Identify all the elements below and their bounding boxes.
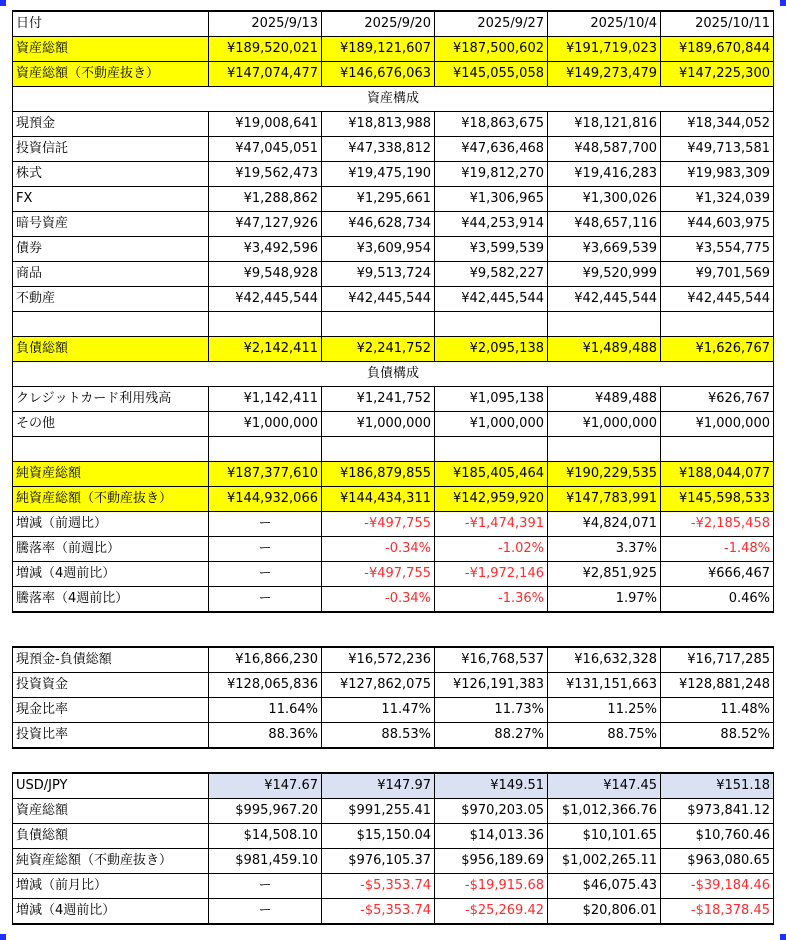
row-label-cell[interactable]: 投資資金	[13, 673, 209, 698]
row-label-cell[interactable]: 投資比率	[13, 723, 209, 749]
row-label-cell[interactable]: 騰落率（4週前比）	[13, 587, 209, 613]
value-cell[interactable]: ー	[209, 537, 322, 562]
value-cell[interactable]: ¥3,609,954	[322, 237, 435, 262]
value-cell[interactable]: ¥147,225,300	[661, 62, 774, 87]
value-cell[interactable]: ー	[209, 587, 322, 613]
value-cell[interactable]: ¥187,377,610	[209, 462, 322, 487]
value-cell[interactable]: ¥1,000,000	[209, 412, 322, 437]
value-cell[interactable]: ¥147,783,991	[548, 487, 661, 512]
data-row	[13, 412, 774, 437]
value-cell[interactable]: -1.36%	[435, 587, 548, 613]
value-cell[interactable]: $991,255.41	[322, 799, 435, 824]
data-row	[13, 673, 774, 698]
value-cell[interactable]: ¥3,599,539	[435, 237, 548, 262]
value-cell[interactable]: ¥42,445,544	[322, 287, 435, 312]
value-cell[interactable]: ¥149,273,479	[548, 62, 661, 87]
asset-summary-table	[12, 10, 774, 613]
value-cell[interactable]: ¥42,445,544	[209, 287, 322, 312]
value-cell[interactable]: ¥2,851,925	[548, 562, 661, 587]
row-label-cell[interactable]: FX	[13, 187, 209, 212]
value-cell[interactable]: ー	[209, 874, 322, 899]
value-cell[interactable]: 11.47%	[322, 698, 435, 723]
value-cell[interactable]: 11.73%	[435, 698, 548, 723]
value-cell[interactable]: ¥16,768,537	[435, 647, 548, 673]
value-cell[interactable]: ¥147,074,477	[209, 62, 322, 87]
value-cell[interactable]: ¥18,344,052	[661, 112, 774, 137]
data-row	[13, 112, 774, 137]
date-header-cell[interactable]: 2025/9/27	[435, 11, 548, 37]
data-row	[13, 899, 774, 925]
value-cell[interactable]: 88.52%	[661, 723, 774, 749]
data-row	[13, 187, 774, 212]
row-label-cell[interactable]: 資産総額	[13, 799, 209, 824]
row-label-cell[interactable]: 純資産総額（不動産抜き）	[13, 849, 209, 874]
row-label-cell[interactable]: 増減（4週前比）	[13, 899, 209, 925]
value-cell[interactable]: -¥2,185,458	[661, 512, 774, 537]
data-row	[13, 723, 774, 749]
value-cell[interactable]: ¥1,000,000	[435, 412, 548, 437]
data-row	[13, 512, 774, 537]
value-cell[interactable]: -¥497,755	[322, 562, 435, 587]
value-cell[interactable]: ¥3,669,539	[548, 237, 661, 262]
value-cell[interactable]: ¥4,824,071	[548, 512, 661, 537]
value-cell[interactable]: ¥1,000,000	[548, 412, 661, 437]
row-label-cell[interactable]: 不動産	[13, 287, 209, 312]
value-cell[interactable]: ¥44,253,914	[435, 212, 548, 237]
value-cell[interactable]: ¥142,959,920	[435, 487, 548, 512]
value-cell[interactable]: ¥185,405,464	[435, 462, 548, 487]
value-cell[interactable]: -1.02%	[435, 537, 548, 562]
row-label-cell[interactable]: 商品	[13, 262, 209, 287]
value-cell[interactable]: ¥189,121,607	[322, 37, 435, 62]
value-cell[interactable]: ¥42,445,544	[548, 287, 661, 312]
value-cell[interactable]: 88.27%	[435, 723, 548, 749]
value-cell[interactable]: ¥128,065,836	[209, 673, 322, 698]
value-cell[interactable]: ¥145,598,533	[661, 487, 774, 512]
data-row	[13, 537, 774, 562]
value-cell[interactable]: $10,760.46	[661, 824, 774, 849]
empty-cell[interactable]	[209, 437, 322, 462]
value-cell[interactable]: 88.53%	[322, 723, 435, 749]
value-cell[interactable]: 88.75%	[548, 723, 661, 749]
value-cell[interactable]: ¥19,475,190	[322, 162, 435, 187]
value-cell[interactable]: 1.97%	[548, 587, 661, 613]
row-label-cell[interactable]: 暗号資産	[13, 212, 209, 237]
header-label-cell[interactable]: 日付	[13, 11, 209, 37]
value-cell[interactable]: -$39,184.46	[661, 874, 774, 899]
value-cell[interactable]: -0.34%	[322, 537, 435, 562]
value-cell[interactable]: ¥9,513,724	[322, 262, 435, 287]
row-label-cell[interactable]: 騰落率（前週比）	[13, 537, 209, 562]
data-row	[13, 487, 774, 512]
value-cell[interactable]: ¥1,095,138	[435, 387, 548, 412]
date-header-cell[interactable]: 2025/10/11	[661, 11, 774, 37]
row-label-cell[interactable]: 負債総額	[13, 337, 209, 362]
empty-cell[interactable]	[435, 312, 548, 337]
value-cell[interactable]: -1.48%	[661, 537, 774, 562]
row-label-cell[interactable]: 増減（前週比）	[13, 512, 209, 537]
value-cell[interactable]: ¥186,879,855	[322, 462, 435, 487]
value-cell[interactable]: ¥1,324,039	[661, 187, 774, 212]
value-cell[interactable]: ¥144,932,066	[209, 487, 322, 512]
section-header-row	[13, 87, 774, 112]
row-label-cell[interactable]: 増減（前月比）	[13, 874, 209, 899]
value-cell[interactable]: ¥9,548,928	[209, 262, 322, 287]
data-row	[13, 587, 774, 613]
selection-handle-bottom-left[interactable]	[0, 934, 6, 940]
data-row	[13, 562, 774, 587]
section-title[interactable]: 資産構成	[13, 87, 774, 112]
row-label-cell[interactable]: その他	[13, 412, 209, 437]
row-label-cell[interactable]: 株式	[13, 162, 209, 187]
empty-cell[interactable]	[322, 437, 435, 462]
data-row	[13, 137, 774, 162]
value-cell[interactable]: 88.36%	[209, 723, 322, 749]
value-cell[interactable]: ¥42,445,544	[435, 287, 548, 312]
value-cell[interactable]: ¥46,628,734	[322, 212, 435, 237]
value-cell[interactable]: 0.46%	[661, 587, 774, 613]
usd-conversion-table	[12, 772, 774, 925]
value-cell[interactable]: ¥1,306,965	[435, 187, 548, 212]
value-cell[interactable]: $956,189.69	[435, 849, 548, 874]
value-cell[interactable]: ¥626,767	[661, 387, 774, 412]
value-cell[interactable]: ¥126,191,383	[435, 673, 548, 698]
value-cell[interactable]: $976,105.37	[322, 849, 435, 874]
value-cell[interactable]: ー	[209, 899, 322, 925]
value-cell[interactable]: ー	[209, 562, 322, 587]
value-cell[interactable]: ¥2,142,411	[209, 337, 322, 362]
value-cell[interactable]: ¥1,626,767	[661, 337, 774, 362]
value-cell[interactable]: ¥1,241,752	[322, 387, 435, 412]
value-cell[interactable]: ¥3,554,775	[661, 237, 774, 262]
blank-row	[13, 437, 774, 462]
value-cell[interactable]: 11.25%	[548, 698, 661, 723]
value-cell[interactable]: ¥149.51	[435, 773, 548, 799]
value-cell[interactable]: ¥1,489,488	[548, 337, 661, 362]
value-cell[interactable]: -$19,915.68	[435, 874, 548, 899]
row-label-cell[interactable]: 資産総額（不動産抜き）	[13, 62, 209, 87]
value-cell[interactable]: ¥1,142,411	[209, 387, 322, 412]
value-cell[interactable]: ¥3,492,596	[209, 237, 322, 262]
empty-cell[interactable]	[13, 312, 209, 337]
value-cell[interactable]: ¥189,520,021	[209, 37, 322, 62]
value-cell[interactable]: ¥189,670,844	[661, 37, 774, 62]
value-cell[interactable]: ¥1,000,000	[322, 412, 435, 437]
data-row	[13, 387, 774, 412]
value-cell[interactable]: ¥146,676,063	[322, 62, 435, 87]
row-label-cell[interactable]: 純資産総額	[13, 462, 209, 487]
value-cell[interactable]: ¥1,295,661	[322, 187, 435, 212]
data-row	[13, 337, 774, 362]
value-cell[interactable]: ¥147.45	[548, 773, 661, 799]
value-cell[interactable]: ¥1,000,000	[661, 412, 774, 437]
empty-cell[interactable]	[548, 312, 661, 337]
value-cell[interactable]: ¥187,500,602	[435, 37, 548, 62]
value-cell[interactable]: 3.37%	[548, 537, 661, 562]
value-cell[interactable]: ¥19,008,641	[209, 112, 322, 137]
value-cell[interactable]: ¥16,717,285	[661, 647, 774, 673]
value-cell[interactable]: 11.64%	[209, 698, 322, 723]
value-cell[interactable]: $970,203.05	[435, 799, 548, 824]
empty-cell[interactable]	[548, 437, 661, 462]
value-cell[interactable]: -0.34%	[322, 587, 435, 613]
value-cell[interactable]: ¥9,701,569	[661, 262, 774, 287]
row-label-cell[interactable]: USD/JPY	[13, 773, 209, 799]
value-cell[interactable]: ¥9,520,999	[548, 262, 661, 287]
value-cell[interactable]: ¥151.18	[661, 773, 774, 799]
value-cell[interactable]: ¥190,229,535	[548, 462, 661, 487]
row-label-cell[interactable]: 債券	[13, 237, 209, 262]
value-cell[interactable]: ー	[209, 512, 322, 537]
value-cell[interactable]: ¥18,863,675	[435, 112, 548, 137]
value-cell[interactable]: ¥145,055,058	[435, 62, 548, 87]
empty-cell[interactable]	[322, 312, 435, 337]
data-row	[13, 237, 774, 262]
value-cell[interactable]: -$5,353.74	[322, 899, 435, 925]
row-label-cell[interactable]: クレジットカード利用残高	[13, 387, 209, 412]
data-row	[13, 212, 774, 237]
data-row	[13, 462, 774, 487]
date-header-cell[interactable]: 2025/9/13	[209, 11, 322, 37]
data-row	[13, 647, 774, 673]
value-cell[interactable]: ¥16,632,328	[548, 647, 661, 673]
row-label-cell[interactable]: 投資信託	[13, 137, 209, 162]
selection-handle-bottom-right[interactable]	[780, 934, 786, 940]
value-cell[interactable]: ¥44,603,975	[661, 212, 774, 237]
date-header-cell[interactable]: 2025/9/20	[322, 11, 435, 37]
value-cell[interactable]: $963,080.65	[661, 849, 774, 874]
data-row	[13, 162, 774, 187]
value-cell[interactable]: ¥19,983,309	[661, 162, 774, 187]
data-row	[13, 262, 774, 287]
value-cell[interactable]: $14,013.36	[435, 824, 548, 849]
selection-handle-top-left[interactable]	[0, 0, 6, 6]
value-cell[interactable]: ¥48,587,700	[548, 137, 661, 162]
value-cell[interactable]: $1,002,265.11	[548, 849, 661, 874]
header-row	[13, 11, 774, 37]
value-cell[interactable]: ¥16,866,230	[209, 647, 322, 673]
value-cell[interactable]: ¥147.67	[209, 773, 322, 799]
value-cell[interactable]: ¥19,416,283	[548, 162, 661, 187]
value-cell[interactable]: $15,150.04	[322, 824, 435, 849]
date-header-cell[interactable]: 2025/10/4	[548, 11, 661, 37]
section-title[interactable]: 負債構成	[13, 362, 774, 387]
value-cell[interactable]: $995,967.20	[209, 799, 322, 824]
value-cell[interactable]: ¥42,445,544	[661, 287, 774, 312]
value-cell[interactable]: $973,841.12	[661, 799, 774, 824]
value-cell[interactable]: ¥2,095,138	[435, 337, 548, 362]
value-cell[interactable]: -¥1,474,391	[435, 512, 548, 537]
selection-handle-top-right[interactable]	[780, 0, 786, 6]
value-cell[interactable]: ¥489,488	[548, 387, 661, 412]
empty-cell[interactable]	[661, 437, 774, 462]
value-cell[interactable]: ¥9,582,227	[435, 262, 548, 287]
value-cell[interactable]: ¥49,713,581	[661, 137, 774, 162]
row-label-cell[interactable]: 純資産総額（不動産抜き）	[13, 487, 209, 512]
value-cell[interactable]: -¥1,972,146	[435, 562, 548, 587]
data-row	[13, 287, 774, 312]
value-cell[interactable]: ¥47,636,468	[435, 137, 548, 162]
row-label-cell[interactable]: 現預金-負債総額	[13, 647, 209, 673]
value-cell[interactable]: -$18,378.45	[661, 899, 774, 925]
row-label-cell[interactable]: 負債総額	[13, 824, 209, 849]
value-cell[interactable]: ¥191,719,023	[548, 37, 661, 62]
empty-cell[interactable]	[13, 437, 209, 462]
data-row	[13, 799, 774, 824]
value-cell[interactable]: $10,101.65	[548, 824, 661, 849]
value-cell[interactable]: $20,806.01	[548, 899, 661, 925]
value-cell[interactable]: ¥127,862,075	[322, 673, 435, 698]
value-cell[interactable]: -$25,269.42	[435, 899, 548, 925]
cash-ratio-table	[12, 646, 774, 749]
row-label-cell[interactable]: 増減（4週前比）	[13, 562, 209, 587]
value-cell[interactable]: ¥131,151,663	[548, 673, 661, 698]
value-cell[interactable]: ¥2,241,752	[322, 337, 435, 362]
value-cell[interactable]: ¥19,562,473	[209, 162, 322, 187]
value-cell[interactable]: $981,459.10	[209, 849, 322, 874]
value-cell[interactable]: ¥48,657,116	[548, 212, 661, 237]
value-cell[interactable]: ¥47,338,812	[322, 137, 435, 162]
value-cell[interactable]: ¥147.97	[322, 773, 435, 799]
value-cell[interactable]: $14,508.10	[209, 824, 322, 849]
value-cell[interactable]: ¥1,300,026	[548, 187, 661, 212]
value-cell[interactable]: ¥188,044,077	[661, 462, 774, 487]
row-label-cell[interactable]: 現金比率	[13, 698, 209, 723]
value-cell[interactable]: ¥47,127,926	[209, 212, 322, 237]
data-row	[13, 824, 774, 849]
data-row	[13, 62, 774, 87]
value-cell[interactable]: ¥1,288,862	[209, 187, 322, 212]
blank-row	[13, 312, 774, 337]
data-row	[13, 698, 774, 723]
data-row	[13, 37, 774, 62]
data-row	[13, 773, 774, 799]
empty-cell[interactable]	[435, 437, 548, 462]
value-cell[interactable]: ¥18,121,816	[548, 112, 661, 137]
section-header-row	[13, 362, 774, 387]
value-cell[interactable]: ¥128,881,248	[661, 673, 774, 698]
value-cell[interactable]: -$5,353.74	[322, 874, 435, 899]
empty-cell[interactable]	[209, 312, 322, 337]
value-cell[interactable]: ¥19,812,270	[435, 162, 548, 187]
value-cell[interactable]: $46,075.43	[548, 874, 661, 899]
value-cell[interactable]: $1,012,366.76	[548, 799, 661, 824]
value-cell[interactable]: ¥666,467	[661, 562, 774, 587]
value-cell[interactable]: ¥18,813,988	[322, 112, 435, 137]
empty-cell[interactable]	[661, 312, 774, 337]
value-cell[interactable]: ¥16,572,236	[322, 647, 435, 673]
value-cell[interactable]: ¥47,045,051	[209, 137, 322, 162]
row-label-cell[interactable]: 現預金	[13, 112, 209, 137]
data-row	[13, 849, 774, 874]
row-label-cell[interactable]: 資産総額	[13, 37, 209, 62]
data-row	[13, 874, 774, 899]
value-cell[interactable]: -¥497,755	[322, 512, 435, 537]
value-cell[interactable]: ¥144,434,311	[322, 487, 435, 512]
value-cell[interactable]: 11.48%	[661, 698, 774, 723]
